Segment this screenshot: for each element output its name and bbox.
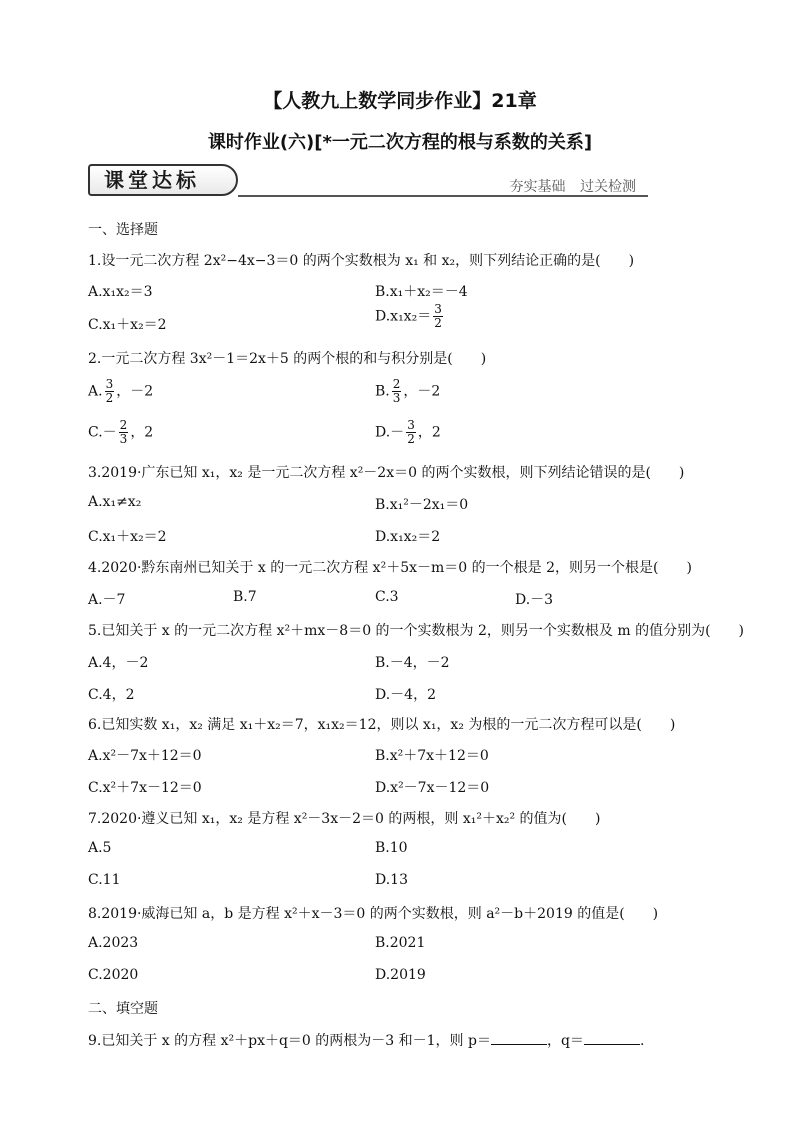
q4-option-b: B.7 (233, 589, 257, 605)
section-heading-fill: 二、填空题 (88, 1001, 158, 1017)
q1-option-a: A.x₁x₂＝3 (88, 284, 153, 300)
q2-option-d: D.－ $\frac{3}{2}$ ，2 (375, 418, 441, 446)
fraction: $\frac{3}{2}$ (407, 418, 415, 446)
fraction: $\frac{3}{2}$ (105, 377, 114, 405)
q5-option-d: D.－4，2 (375, 687, 436, 703)
q4-option-c: C.3 (375, 589, 399, 605)
q2-option-b: B. $\frac{2}{3}$ ，－2 (375, 377, 441, 405)
q3-option-c: C.x₁＋x₂＝2 (88, 529, 167, 545)
q8-option-d: D.2019 (375, 967, 426, 983)
question-1: 1.设一元二次方程 2x²−4x−3＝0 的两个实数根为 x₁ 和 x₂，则下列结论正确的是( ) (88, 253, 635, 269)
q1-option-c: C.x₁＋x₂＝2 (88, 317, 167, 333)
q7-option-b: B.10 (375, 840, 408, 856)
answer-blank-p[interactable] (491, 1032, 547, 1045)
class-badge: 课堂达标 (88, 164, 238, 196)
q4-option-a: A.－7 (88, 592, 126, 608)
fraction: $\frac{2}{3}$ (119, 418, 128, 446)
q2-option-c: C.－ $\frac{2}{3}$ ，2 (88, 418, 154, 446)
question-4: 4.2020·黔东南州已知关于 x 的一元二次方程 x²＋5x－m＝0 的一个根是 2，则另一个根是( ) (88, 560, 692, 576)
q3-option-a: A.x₁≠x₂ (88, 494, 142, 510)
fraction: $\frac{3}{2}$ (434, 302, 442, 330)
q6-option-d: D.x²－7x－12＝0 (375, 780, 490, 796)
answer-blank-q[interactable] (584, 1032, 640, 1045)
question-5: 5.已知关于 x 的一元二次方程 x²＋mx－8＝0 的一个实数根为 2，则另一个实数根及 m 的值分别为( ) (88, 623, 745, 639)
question-7: 7.2020·遵义已知 x₁，x₂ 是方程 x²－3x－2＝0 的两根，则 x₁²＋x₂² 的值为( ) (88, 811, 601, 827)
q7-option-d: D.13 (375, 872, 408, 888)
document-subtitle: 课时作业(六)[*一元二次方程的根与系数的关系] (207, 132, 593, 153)
document-title: 【人教九上数学同步作业】21章 (263, 90, 537, 112)
q8-option-b: B.2021 (375, 935, 426, 951)
q5-option-c: C.4，2 (88, 687, 135, 703)
q2-option-a: A. $\frac{3}{2}$ ，－2 (88, 377, 154, 405)
q5-option-a: A.4，－2 (88, 655, 149, 671)
q3-option-d: D.x₁x₂＝2 (375, 529, 441, 545)
q3-option-b: B.x₁²－2x₁＝0 (375, 497, 469, 513)
q1-option-d: D.x₁x₂＝ $\frac{3}{2}$ (375, 302, 442, 330)
question-3: 3.2019·广东已知 x₁，x₂ 是一元二次方程 x²－2x＝0 的两个实数根，则下列结论错误的是( ) (88, 465, 685, 481)
q8-option-c: C.2020 (88, 967, 139, 983)
q7-option-a: A.5 (88, 840, 112, 856)
banner-slogan: 夯实基础 过关检测 (509, 179, 636, 195)
question-2: 2.一元二次方程 3x²－1＝2x＋5 的两个根的和与积分别是( ) (88, 351, 487, 367)
section-banner (88, 164, 648, 200)
q8-option-a: A.2023 (88, 935, 139, 951)
q5-option-b: B.－4，－2 (375, 655, 450, 671)
q7-option-c: C.11 (88, 872, 121, 888)
question-8: 8.2019·威海已知 a，b 是方程 x²＋x－3＝0 的两个实数根，则 a²－b＋2019 的值是( ) (88, 906, 659, 922)
fraction: $\frac{2}{3}$ (392, 377, 401, 405)
q1-option-b: B.x₁＋x₂＝－4 (375, 284, 468, 300)
q6-option-c: C.x²＋7x－12＝0 (88, 780, 202, 796)
section-heading-choice: 一、选择题 (88, 222, 158, 238)
q4-option-d: D.－3 (515, 592, 554, 608)
question-9: 9.已知关于 x 的方程 x²＋px＋q＝0 的两根为－3 和－1，则 p＝ ，q＝ . (88, 1033, 645, 1049)
q6-option-a: A.x²－7x＋12＝0 (88, 748, 202, 764)
q6-option-b: B.x²＋7x＋12＝0 (375, 748, 489, 764)
question-6: 6.已知实数 x₁，x₂ 满足 x₁＋x₂＝7，x₁x₂＝12，则以 x₁，x₂ 为根的一元二次方程可以是( ) (88, 717, 676, 733)
